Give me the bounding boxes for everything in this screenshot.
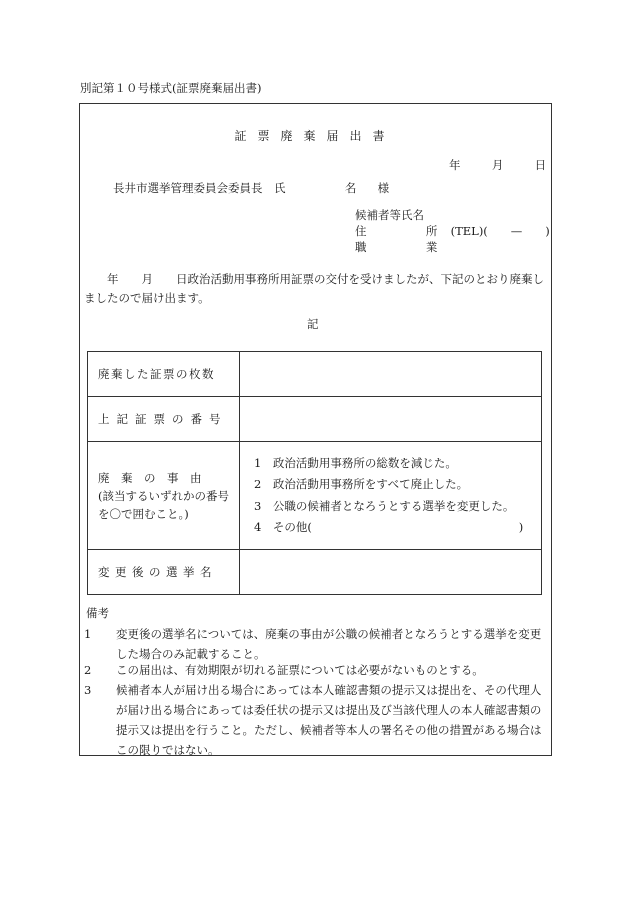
addressee-name: 長井市選挙管理委員会委員長 氏 [113,181,286,195]
reason-label-main: 廃 棄 の 事 由 [98,470,202,485]
form-label: 別記第１０号様式(証票廃棄届出書) [80,81,262,95]
body-text: 年 月 日政治活動用事務所用証票の交付を受けましたが、下記のとおり廃棄しましたので届け出ます。 [84,272,544,305]
reason-item: 2 政治活動用事務所をすべて廃止した。 [254,477,469,491]
reason-list [240,442,542,550]
note-item [84,624,545,664]
candidate-occupation-line [355,239,437,255]
addressee-line [113,180,389,196]
occupation-label-1: 職 [355,240,367,254]
addressee-mei: 名 [344,181,357,195]
ki-heading: 記 [307,317,319,331]
note-text: 候補者本人が届け出る場合にあっては本人確認書類の提示又は提出を、その代理人が届け出る場合にあっては委任状の提示又は提出及び当該代理人の本人確認書類の提示又は提出を行うこと。ただし、候補者等本人の署名その他の措置がある場合はこの限りではない。 [116,683,542,757]
details-table [87,351,542,595]
address-label-1: 住 [355,224,367,238]
row-value-count [240,352,542,397]
tel-field: (TEL)( — ) [450,224,550,238]
row-value-new-election [240,550,542,595]
reason-item: 4 その他( ) [254,520,524,534]
candidate-name-label: 候補者等氏名 [355,208,424,222]
day-label: 日 [534,158,547,172]
year-label: 年 [449,158,461,172]
document-title: 証票廃棄届出書 [234,129,396,143]
reason-label-sub: (該当するいずれかの番号を〇で囲むこと。) [98,488,229,521]
occupation-label-2: 業 [425,240,438,254]
addressee-sama: 様 [377,181,390,195]
candidate-address-line [355,223,550,239]
row-label-count: 廃棄した証票の枚数 [88,352,240,397]
note-item [84,660,545,680]
table-row [88,397,542,442]
note-item [84,680,545,760]
row-value-numbers [240,397,542,442]
note-number: 3 [84,683,92,697]
row-label-numbers: 上記証票の番号 [88,397,240,442]
table-row [88,352,542,397]
month-label: 月 [491,158,504,172]
reason-item: 1 政治活動用事務所の総数を減じた。 [254,455,457,470]
note-text: この届出は、有効期限が切れる証票については必要がないものとする。 [116,663,484,677]
row-label-reason [88,442,240,550]
note-text: 変更後の選挙名については、廃棄の事由が公職の候補者となろうとする選挙を変更した場合のみ記載すること。 [116,627,542,661]
note-number: 2 [84,663,92,677]
table-row [88,550,542,595]
note-number: 1 [84,627,92,641]
notes-title: 備考 [86,606,109,620]
reason-item: 3 公職の候補者となろうとする選挙を変更した。 [254,498,515,513]
row-label-new-election: 変更後の選挙名 [88,550,240,595]
table-row [88,442,542,550]
date-line [449,157,546,173]
address-label-2: 所 [425,224,438,238]
